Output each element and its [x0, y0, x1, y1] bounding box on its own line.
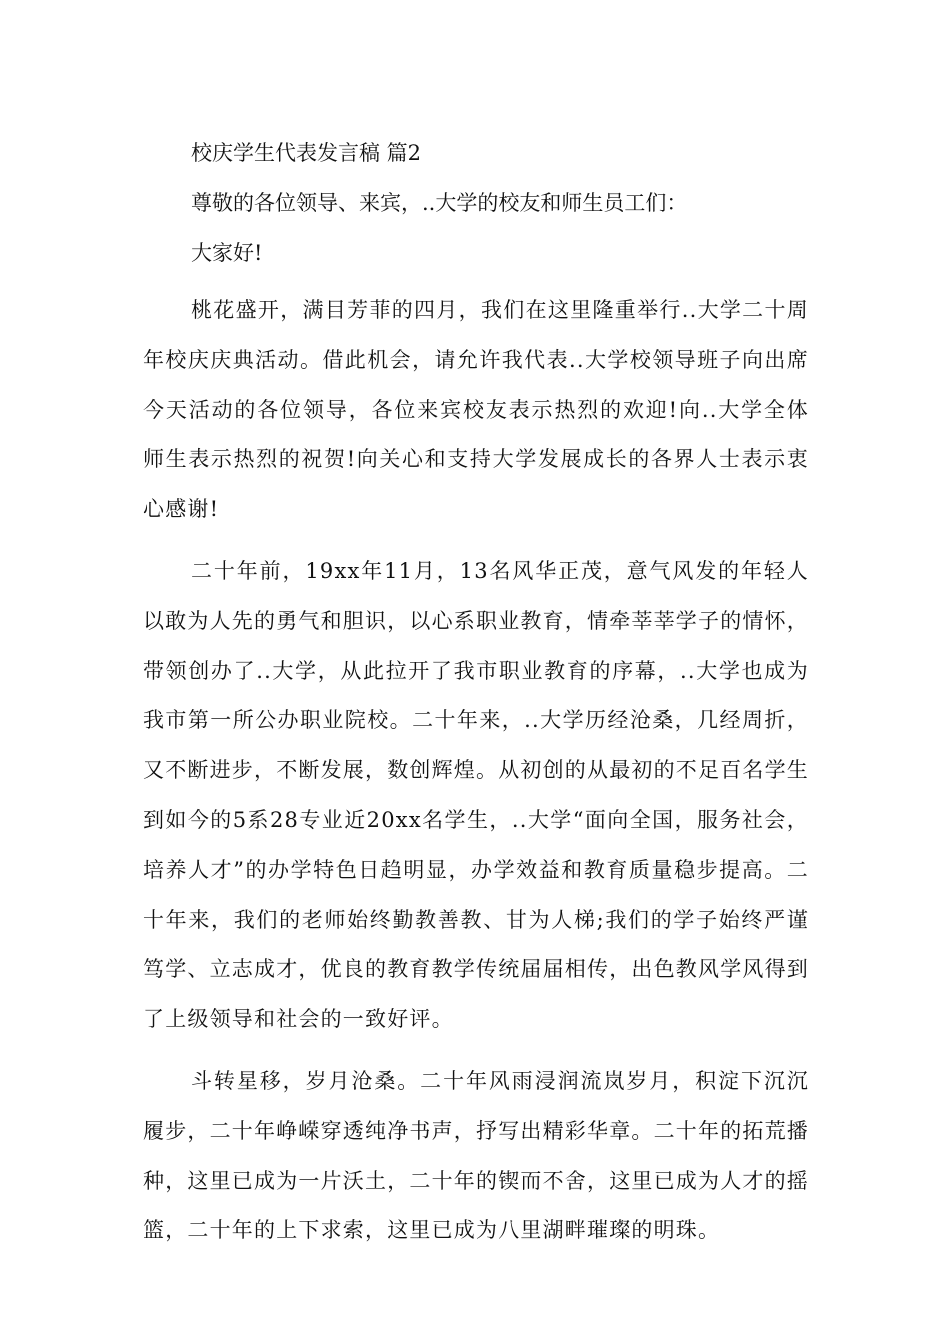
salutation: 尊敬的各位领导、来宾，..大学的校友和师生员工们：: [191, 191, 688, 215]
document-title: 校庆学生代表发言稿 篇2: [191, 141, 422, 165]
greeting: 大家好!: [191, 241, 263, 265]
document-body: [143, 130, 809, 1256]
paragraph-1: 桃花盛开，满目芳菲的四月，我们在这里隆重举行..大学二十周年校庆庆典活动。借此机会，请允许我代表..大学校领导班子向出席今天活动的各位领导，各位来宾校友表示热烈的欢迎!向..大学全体师生表示热烈的祝贺!向关心和支持大学发展成长的各界人士表示衷心感谢!: [143, 298, 809, 522]
paragraph-3: 斗转星移，岁月沧桑。二十年风雨浸润流岚岁月，积淀下沉沉履步，二十年峥嵘穿透纯净书声，抒写出精彩华章。二十年的拓荒播种，这里已成为一片沃土，二十年的锲而不舍，这里已成为人才的摇篮，二十年的上下求索，这里已成为八里湖畔璀璨的明珠。: [143, 1068, 809, 1243]
paragraph-2: 二十年前，19xx年11月，13名风华正茂，意气风发的年轻人以敢为人先的勇气和胆识，以心系职业教育，情牵莘莘学子的情怀，带领创办了..大学，从此拉开了我市职业教育的序幕，..大学也成为我市第一所公办职业院校。二十年来，..大学历经沧桑，几经周折，又不断进步，不断发展，数创辉煌。从初创的从最初的不足百名学生到如今的5系28专业近20xx名学生，..大学“面向全国，服务社会，培养人才”的办学特色日趋明显，办学效益和教育质量稳步提高。二十年来，我们的老师始终勤教善教、甘为人梯;我们的学子始终严谨笃学、立志成才，优良的教育教学传统届届相传，出色教风学风得到了上级领导和社会的一致好评。: [143, 558, 809, 1032]
